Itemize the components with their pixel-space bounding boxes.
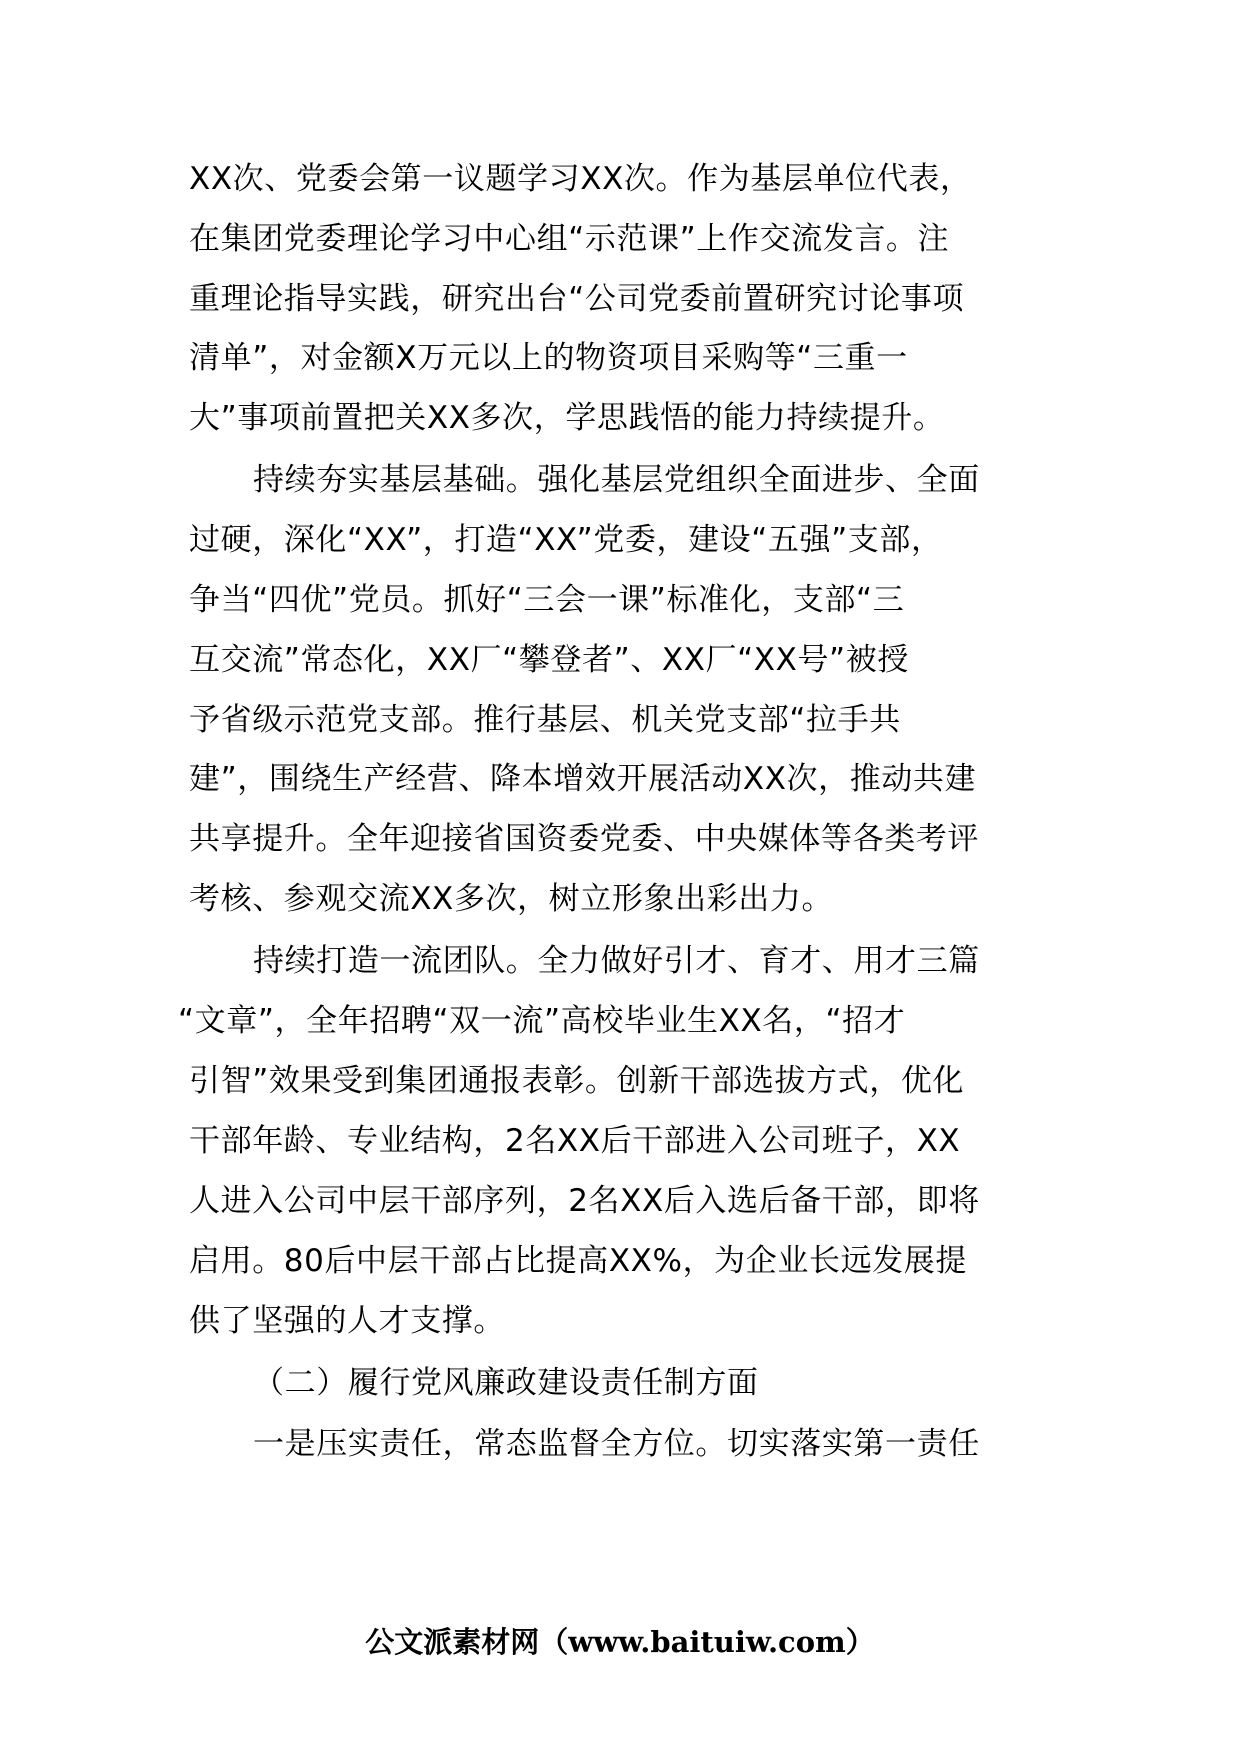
- text-line: 供了坚强的人才支撑。: [189, 1303, 505, 1339]
- paragraph-first-line: 持续打造一流团队。全力做好引才、育才、用才三篇: [253, 943, 980, 979]
- text-line: 干部年龄、专业结构，2名XX后干部进入公司班子，XX: [189, 1123, 961, 1159]
- section-heading: （二）履行党风廉政建设责任制方面: [253, 1365, 759, 1401]
- text-line: 考核、参观交流XX多次，树立形象出彩出力。: [189, 881, 834, 917]
- text-line: 引智”效果受到集团通报表彰。创新干部选拔方式，优化: [189, 1063, 965, 1099]
- text-line: 建”，围绕生产经营、降本增效开展活动XX次，推动共建: [189, 761, 977, 797]
- text-line: 在集团党委理论学习中心组“示范课”上作交流发言。注: [189, 221, 950, 257]
- text-line: XX次、党委会第一议题学习XX次。作为基层单位代表，: [189, 161, 972, 197]
- text-line: 清单”，对金额X万元以上的物资项目采购等“三重一: [189, 340, 908, 376]
- text-line: 大”事项前置把关XX多次，学思践悟的能力持续提升。: [189, 400, 945, 436]
- text-line: 人进入公司中层干部序列，2名XX后入选后备干部，即将: [189, 1183, 980, 1219]
- paragraph-first-line: 一是压实责任，常态监督全方位。切实落实第一责任: [253, 1426, 980, 1462]
- text-line: 重理论指导实践，研究出台“公司党委前置研究讨论事项: [189, 281, 965, 317]
- text-line: “文章”，全年招聘“双一流”高校毕业生XX名，“招才: [178, 1003, 906, 1039]
- text-line: 启用。80后中层干部占比提高XX%，为企业长远发展提: [189, 1243, 967, 1279]
- text-line: 共享提升。全年迎接省国资委党委、中央媒体等各类考评: [189, 821, 979, 857]
- text-line: 过硬，深化“XX”，打造“XX”党委，建设“五强”支部，: [189, 522, 943, 558]
- text-line: 互交流”常态化，XX厂“攀登者”、XX厂“XX号”被授: [189, 642, 909, 678]
- text-line: 予省级示范党支部。推行基层、机关党支部“拉手共: [189, 702, 901, 738]
- footer-watermark: 公文派素材网（www.baituiw.com）: [365, 1625, 875, 1659]
- paragraph-first-line: 持续夯实基层基础。强化基层党组织全面进步、全面: [253, 462, 980, 498]
- text-line: 争当“四优”党员。抓好“三会一课”标准化，支部“三: [189, 582, 905, 618]
